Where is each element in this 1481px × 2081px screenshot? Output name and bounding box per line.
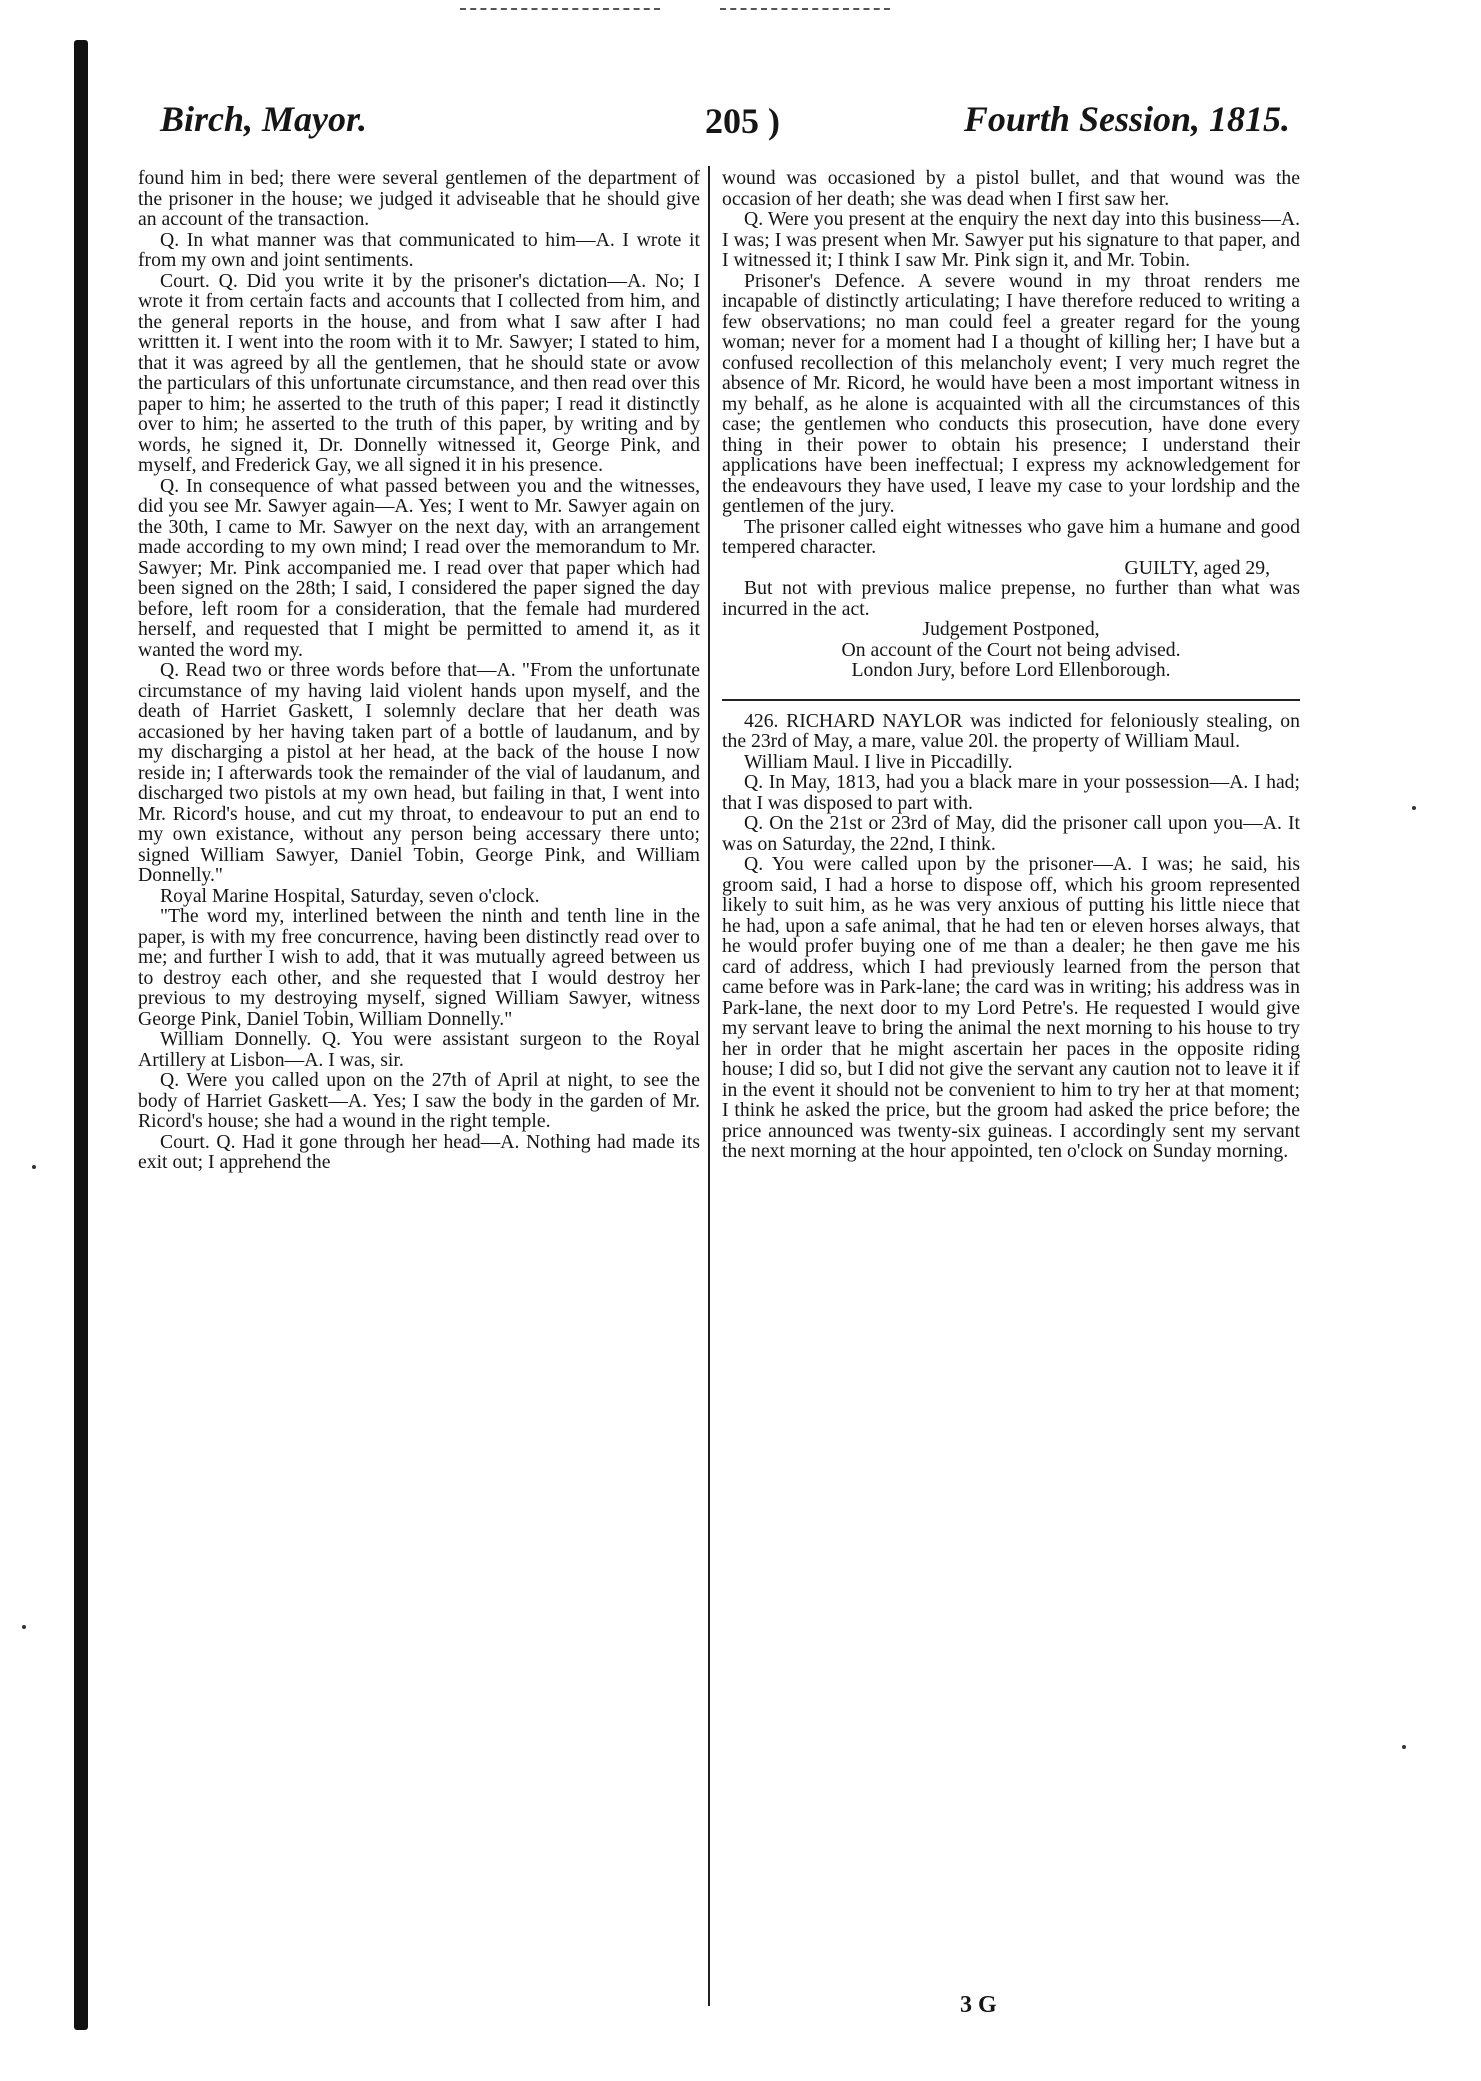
paragraph: wound was occasioned by a pistol bullet, and that wound was the occasion of her death; she was dead when I first saw her. [722, 167, 1300, 210]
running-header [160, 98, 1290, 158]
judgement-line: Judgement Postponed, [922, 618, 1100, 640]
paragraph: Q. On the 21st or 23rd of May, did the prisoner call upon you—A. It was on Saturday, the 22nd, I think. [722, 812, 1300, 855]
margin-speck [1412, 806, 1416, 810]
paragraph: William Donnelly. Q. You were assistant surgeon to the Royal Artillery at Lisbon—A. I was, sir. [138, 1028, 700, 1071]
margin-speck [1402, 1745, 1406, 1749]
verdict-qualifier: But not with previous malice prepense, no further than what was incurred in the act. [722, 577, 1300, 620]
column-divider [708, 166, 710, 2006]
paragraph: Q. In May, 1813, had you a black mare in your possession—A. I had; that I was disposed to part with. [722, 771, 1300, 814]
header-right: Fourth Session, 1815. [963, 99, 1290, 139]
top-rule-decoration [720, 8, 890, 10]
verdict-guilty: GUILTY, aged 29, [1124, 556, 1270, 579]
section-rule [722, 685, 1300, 701]
left-column [138, 168, 700, 1173]
paragraph: William Maul. I live in Piccadilly. [744, 750, 1013, 773]
header-left: Birch, Mayor. [160, 99, 368, 139]
paragraph: The prisoner called eight witnesses who gave him a humane and good tempered character. [722, 515, 1300, 558]
paragraph: Q. Were you called upon on the 27th of April at night, to see the body of Harriet Gaskett—A. Yes; I saw the body in the garden of Mr. Ricord's house; she had a wound in the right temple. [138, 1069, 700, 1132]
jury-line: London Jury, before Lord Ellenborough. [851, 659, 1171, 681]
page-number: 205 ) [705, 101, 780, 141]
paragraph: "The word my, interlined between the ninth and tenth line in the paper, is with my free concurrence, having been distinctly read over to me; and further I wish to add, that it was mutually agreed between us to destroy each other, and she requested that I would destroy her previous to my destroying myself, signed William Sawyer, witness George Pink, Daniel Tobin, William Donnelly." [138, 905, 700, 1030]
paragraph: Q. You were called upon by the prisoner—A. I was; he said, his groom said, I had a horse to dispose off, which his groom represented likely to suit him, as he was very anxious of putting his little niece that he had, upon a safe animal, that he had ten or eleven horses always, that he would profer buying one of me than a dealer; he then gave me his card of address, which I had previously learned from the person that came before was in Park-lane; the card was in writing; his address was in Park-lane, the next door to my Lord Petre's. He requested I would give my servant leave to bring the animal the next morning to his house to try her in order that he might ascertain her paces in the opposite riding house; I did so, but I did not give the servant any caution not to leave it if in the event it should not be convenient to him to try her at that moment; I think he asked the price, but the groom had asked the price before; the price announced was twenty-six guineas. I accordingly sent my servant the next morning at the hour appointed, ten o'clock on Sunday morning. [722, 853, 1300, 1162]
paragraph: Q. Read two or three words before that—A. "From the unfortunate circumstance of my having laid violent hands upon myself, and the death of Harriet Gaskett, I solemnly declare that her death was accasioned by her having taken part of a bottle of laudanum, and by my discharging a pistol at her head, at the back of the house I now reside in; I afterwards took the remainder of the vial of laudanum, and discharged two pistols at my own head, but failing in that, I went into Mr. Ricord's house, and cut my throat, to endeavour to put an end to my own existance, without any person being accessary there unto; signed William Sawyer, Daniel Tobin, George Pink, and William Donnelly." [138, 659, 700, 886]
margin-speck [22, 1625, 26, 1629]
paragraph: Court. Q. Had it gone through her head—A. Nothing had made its exit out; I apprehend the [138, 1130, 700, 1173]
paragraph: Q. In what manner was that communicated to him—A. I wrote it from my own and joint sentiments. [138, 228, 700, 271]
paragraph: Court. Q. Did you write it by the prisoner's dictation—A. No; I wrote it from certain facts and accounts that I collected from him, and the general reports in the house, and from what I saw after I had writtten it. I went into the room with it to Mr. Sawyer; I stated to him, that it was agreed by all the gentlemen, that he should state or avow the particulars of this unfortunate circumstance, and then read over this paper to him; he asserted to the truth of this paper; I read it distinctly over to him; he asserted to the truth of this paper, by writing and by words, he signed it, Dr. Donnelly witnessed it, George Pink, and myself, and Frederick Gay, we all signed it in his presence. [138, 269, 700, 476]
top-rule-decoration [460, 8, 660, 10]
binding-edge [74, 40, 88, 2030]
paragraph: Prisoner's Defence. A severe wound in my throat renders me incapable of distinctly articulating; I have therefore reduced to writing a few observations; no man could feel a greater regard for the young woman; never for a moment had I a thought of killing her; I have but a confused recollection of this melancholy event; I very much regret the absence of Mr. Ricord, he would have been a most important witness in my behalf, as he alone is acquainted with all the circumstances of this case; the gentlemen who conducts this prosecution, have done every thing in their power to obtain his presence; I understand their applications have been ineffectual; I express my acknowledgement for the endeavours they have used, I leave my case to your lordship and the gentlemen of the jury. [722, 269, 1300, 517]
margin-speck [32, 1165, 36, 1169]
signature-mark: 3 G [960, 1992, 997, 2018]
right-column [722, 168, 1300, 1162]
account-line: On account of the Court not being advised. [841, 638, 1181, 661]
paragraph: found him in bed; there were several gentlemen of the department of the prisoner in the house; we judged it adviseable that he should give an account of the transaction. [138, 167, 700, 230]
paragraph: Q. In consequence of what passed between you and the witnesses, did you see Mr. Sawyer again—A. Yes; I went to Mr. Sawyer again on the 30th, I came to Mr. Sawyer on the next day, with an arrangement made according to my own mind; I read over the memorandum to Mr. Sawyer; Mr. Pink accompanied me. I read over that paper which had been signed on the 28th; I said, I considered the paper signed the day before, left room for a consideration, that the female had murdered herself, and requested that I might be permitted to amend it, as it wanted the word my. [138, 474, 700, 661]
paragraph: Q. Were you present at the enquiry the next day into this business—A. I was; I was present when Mr. Sawyer put his signature to that paper, and I witnessed it; I think I saw Mr. Pink sign it, and Mr. Tobin. [722, 208, 1300, 271]
paragraph: 426. RICHARD NAYLOR was indicted for feloniously stealing, on the 23rd of May, a mare, value 20l. the property of William Maul. [722, 709, 1300, 752]
paragraph: Royal Marine Hospital, Saturday, seven o'clock. [160, 884, 540, 907]
